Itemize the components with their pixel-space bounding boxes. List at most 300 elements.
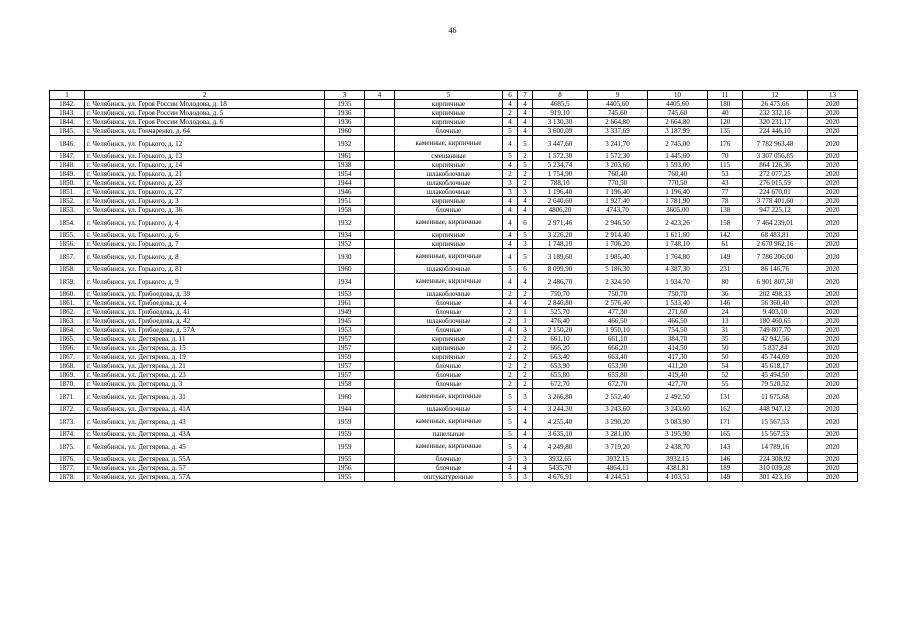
table-row bbox=[50, 308, 858, 317]
cost-cell: 224 308,92 bbox=[743, 455, 808, 464]
address-cell: г. Челябинск, ул. Горького, д. 23 bbox=[85, 179, 325, 188]
row-number-cell: 1843. bbox=[50, 109, 85, 118]
plan-year-cell: 2020 bbox=[808, 215, 858, 231]
plan-year-cell: 2020 bbox=[808, 464, 858, 473]
empty-cell bbox=[365, 473, 395, 482]
row-number-cell: 1848. bbox=[50, 161, 85, 170]
floors-cell: 2 bbox=[503, 317, 518, 326]
total-area-cell: 1 754,90 bbox=[533, 170, 588, 179]
table-row bbox=[50, 100, 858, 109]
total-area-cell: 4 249,80 bbox=[533, 439, 588, 455]
year-cell: 1949 bbox=[325, 308, 365, 317]
address-cell: г. Челябинск, ул. Горького, д. 81 bbox=[85, 265, 325, 274]
entrances-cell: 4 bbox=[518, 299, 533, 308]
floors-cell: 4 bbox=[503, 136, 518, 152]
table-row bbox=[50, 353, 858, 362]
cost-cell: 276 015,59 bbox=[743, 179, 808, 188]
wall-material-cell: блочные bbox=[395, 206, 503, 215]
area-cell: 2 664,80 bbox=[588, 118, 648, 127]
empty-cell bbox=[365, 179, 395, 188]
residents-cell: 50 bbox=[708, 344, 743, 353]
cost-cell: 272 077,25 bbox=[743, 170, 808, 179]
row-number-cell: 1857. bbox=[50, 249, 85, 265]
plan-year-cell: 2020 bbox=[808, 389, 858, 405]
entrances-cell: 3 bbox=[518, 389, 533, 405]
year-cell: 1960 bbox=[325, 127, 365, 136]
area-cell: 2 914,40 bbox=[588, 231, 648, 240]
entrances-cell: 4 bbox=[518, 206, 533, 215]
total-area-cell: 8 099,90 bbox=[533, 265, 588, 274]
plan-year-cell: 2020 bbox=[808, 430, 858, 439]
year-cell: 1953 bbox=[325, 326, 365, 335]
total-area-cell: 3 635,10 bbox=[533, 430, 588, 439]
wall-material-cell: кирпичные bbox=[395, 161, 503, 170]
entrances-cell: 2 bbox=[518, 362, 533, 371]
table-row bbox=[50, 197, 858, 206]
year-cell: 1930 bbox=[325, 249, 365, 265]
address-cell: г. Челябинск, ул. Героя России Молодова, д. 5 bbox=[85, 109, 325, 118]
wall-material-cell: блочные bbox=[395, 362, 503, 371]
floors-cell: 4 bbox=[503, 274, 518, 290]
floors-cell: 5 bbox=[503, 405, 518, 414]
area-cell: 4864,11 bbox=[588, 464, 648, 473]
address-cell: г. Челябинск, ул. Горького, д. 4 bbox=[85, 215, 325, 231]
plan-year-cell: 2020 bbox=[808, 197, 858, 206]
empty-cell bbox=[365, 344, 395, 353]
table-row bbox=[50, 464, 858, 473]
area-cell: 1 985,40 bbox=[588, 249, 648, 265]
residential-area-cell: 4405,60 bbox=[648, 100, 708, 109]
total-area-cell: 3 130,30 bbox=[533, 118, 588, 127]
area-cell: 1 950,10 bbox=[588, 326, 648, 335]
area-cell: 3 290,20 bbox=[588, 414, 648, 430]
total-area-cell: 1 748,10 bbox=[533, 240, 588, 249]
residential-area-cell: 411,20 bbox=[648, 362, 708, 371]
entrances-cell: 2 bbox=[518, 290, 533, 299]
cost-cell: 68 483,81 bbox=[743, 231, 808, 240]
entrances-cell: 2 bbox=[518, 380, 533, 389]
address-cell: г. Челябинск, ул. Горького, д. 3 bbox=[85, 197, 325, 206]
residential-area-cell: 1 445,60 bbox=[648, 152, 708, 161]
residents-cell: 165 bbox=[708, 430, 743, 439]
address-cell: г. Челябинск, ул. Горького, д. 9 bbox=[85, 274, 325, 290]
residents-cell: 31 bbox=[708, 326, 743, 335]
row-number-cell: 1863. bbox=[50, 317, 85, 326]
total-area-cell: 4 676,91 bbox=[533, 473, 588, 482]
empty-cell bbox=[365, 240, 395, 249]
plan-year-cell: 2020 bbox=[808, 326, 858, 335]
residential-area-cell: 1 934,70 bbox=[648, 274, 708, 290]
area-cell: 672,70 bbox=[588, 380, 648, 389]
cost-cell: 864 126,36 bbox=[743, 161, 808, 170]
entrances-cell: 4 bbox=[518, 405, 533, 414]
plan-year-cell: 2020 bbox=[808, 473, 858, 482]
year-cell: 1960 bbox=[325, 265, 365, 274]
plan-year-cell: 2020 bbox=[808, 290, 858, 299]
address-cell: г. Челябинск, ул. Героя России Молодова, д. 18 bbox=[85, 100, 325, 109]
residents-cell: 131 bbox=[708, 389, 743, 405]
residents-cell: 40 bbox=[708, 109, 743, 118]
row-number-cell: 1849. bbox=[50, 170, 85, 179]
year-cell: 1932 bbox=[325, 215, 365, 231]
empty-cell bbox=[365, 109, 395, 118]
area-cell: 745,60 bbox=[588, 109, 648, 118]
row-number-cell: 1842. bbox=[50, 100, 85, 109]
residential-area-cell: 1 533,40 bbox=[648, 299, 708, 308]
wall-material-cell: кирпичные bbox=[395, 240, 503, 249]
residential-area-cell: 3 243,60 bbox=[648, 405, 708, 414]
table-row bbox=[50, 344, 858, 353]
plan-year-cell: 2020 bbox=[808, 265, 858, 274]
total-area-cell: 2 846,80 bbox=[533, 299, 588, 308]
area-cell: 3 203,60 bbox=[588, 161, 648, 170]
row-number-cell: 1865. bbox=[50, 335, 85, 344]
empty-cell bbox=[365, 127, 395, 136]
total-area-cell: 476,40 bbox=[533, 317, 588, 326]
empty-cell bbox=[365, 215, 395, 231]
wall-material-cell: кирпичные bbox=[395, 344, 503, 353]
address-cell: г. Челябинск, ул. Грибоедова, д. 42 bbox=[85, 317, 325, 326]
empty-cell bbox=[365, 170, 395, 179]
cost-cell: 15 567,53 bbox=[743, 414, 808, 430]
address-cell: г. Челябинск, ул. Дегтярева, д. 19 bbox=[85, 353, 325, 362]
row-number-cell: 1874. bbox=[50, 430, 85, 439]
entrances-cell: 4 bbox=[518, 464, 533, 473]
wall-material-cell: шлакоблочные bbox=[395, 170, 503, 179]
cost-cell: 3 778 401,60 bbox=[743, 197, 808, 206]
residential-area-cell: 754,50 bbox=[648, 326, 708, 335]
area-cell: 466,50 bbox=[588, 317, 648, 326]
empty-cell bbox=[365, 290, 395, 299]
residential-area-cell: 4 387,30 bbox=[648, 265, 708, 274]
total-area-cell: 4 255,40 bbox=[533, 414, 588, 430]
column-header: 12 bbox=[743, 91, 808, 100]
year-cell: 1955 bbox=[325, 455, 365, 464]
wall-material-cell: кирпичные bbox=[395, 197, 503, 206]
table-row bbox=[50, 215, 858, 231]
plan-year-cell: 2020 bbox=[808, 152, 858, 161]
year-cell: 1951 bbox=[325, 197, 365, 206]
wall-material-cell: шлакоблочные bbox=[395, 265, 503, 274]
entrances-cell: 2 bbox=[518, 371, 533, 380]
cost-cell: 2 670 962,16 bbox=[743, 240, 808, 249]
address-cell: г. Челябинск, ул. Дегтярева, д. 57А bbox=[85, 473, 325, 482]
row-number-cell: 1878. bbox=[50, 473, 85, 482]
entrances-cell: 3 bbox=[518, 240, 533, 249]
row-number-cell: 1864. bbox=[50, 326, 85, 335]
year-cell: 1961 bbox=[325, 299, 365, 308]
cost-cell: 42 942,56 bbox=[743, 335, 808, 344]
table-row bbox=[50, 326, 858, 335]
floors-cell: 5 bbox=[503, 430, 518, 439]
floors-cell: 4 bbox=[503, 249, 518, 265]
row-number-cell: 1860. bbox=[50, 290, 85, 299]
cost-cell: 310 039,28 bbox=[743, 464, 808, 473]
cost-cell: 14 789,16 bbox=[743, 439, 808, 455]
residential-area-cell: 1 593,00 bbox=[648, 161, 708, 170]
plan-year-cell: 2020 bbox=[808, 188, 858, 197]
plan-year-cell: 2020 bbox=[808, 240, 858, 249]
column-number-row bbox=[50, 91, 858, 100]
column-header: 11 bbox=[708, 91, 743, 100]
entrances-cell: 4 bbox=[518, 100, 533, 109]
floors-cell: 4 bbox=[503, 231, 518, 240]
cost-cell: 86 146,76 bbox=[743, 265, 808, 274]
address-cell: г. Челябинск, ул. Дегтярева, д. 23 bbox=[85, 371, 325, 380]
year-cell: 1957 bbox=[325, 371, 365, 380]
wall-material-cell: блочные bbox=[395, 371, 503, 380]
residential-area-cell: 2 438,70 bbox=[648, 439, 708, 455]
empty-cell bbox=[365, 464, 395, 473]
empty-cell bbox=[365, 371, 395, 380]
plan-year-cell: 2020 bbox=[808, 405, 858, 414]
cost-cell: 45 744,69 bbox=[743, 353, 808, 362]
empty-cell bbox=[365, 362, 395, 371]
empty-cell bbox=[365, 326, 395, 335]
table-row bbox=[50, 317, 858, 326]
residential-area-cell: 3605,00 bbox=[648, 206, 708, 215]
row-number-cell: 1872. bbox=[50, 405, 85, 414]
empty-cell bbox=[365, 152, 395, 161]
table-row bbox=[50, 249, 858, 265]
column-header: 13 bbox=[808, 91, 858, 100]
residents-cell: 149 bbox=[708, 473, 743, 482]
plan-year-cell: 2020 bbox=[808, 308, 858, 317]
floors-cell: 4 bbox=[503, 100, 518, 109]
empty-cell bbox=[365, 405, 395, 414]
floors-cell: 4 bbox=[503, 161, 518, 170]
residents-cell: 146 bbox=[708, 455, 743, 464]
empty-cell bbox=[365, 197, 395, 206]
entrances-cell: 5 bbox=[518, 161, 533, 170]
cost-cell: 15 567,53 bbox=[743, 430, 808, 439]
table-row bbox=[50, 414, 858, 430]
entrances-cell: 3 bbox=[518, 188, 533, 197]
entrances-cell: 4 bbox=[518, 439, 533, 455]
plan-year-cell: 2020 bbox=[808, 362, 858, 371]
year-cell: 1960 bbox=[325, 389, 365, 405]
entrances-cell: 4 bbox=[518, 274, 533, 290]
address-cell: г. Челябинск, ул. Горького, д. 12 bbox=[85, 136, 325, 152]
cost-cell: 56 360,40 bbox=[743, 299, 808, 308]
total-area-cell: 3 600,09 bbox=[533, 127, 588, 136]
row-number-cell: 1869. bbox=[50, 371, 85, 380]
total-area-cell: 3 447,60 bbox=[533, 136, 588, 152]
row-number-cell: 1858. bbox=[50, 265, 85, 274]
address-cell: г. Челябинск, ул. Дегтярева, д. 3 bbox=[85, 380, 325, 389]
cost-cell: 45 494,50 bbox=[743, 371, 808, 380]
table-row bbox=[50, 265, 858, 274]
entrances-cell: 1 bbox=[518, 317, 533, 326]
row-number-cell: 1859. bbox=[50, 274, 85, 290]
residential-area-cell: 419,40 bbox=[648, 371, 708, 380]
row-number-cell: 1851. bbox=[50, 188, 85, 197]
wall-material-cell: каменные, кирпичные bbox=[395, 215, 503, 231]
address-cell: г. Челябинск, ул. Горького, д. 36 bbox=[85, 206, 325, 215]
entrances-cell: 3 bbox=[518, 455, 533, 464]
table-row bbox=[50, 170, 858, 179]
year-cell: 1957 bbox=[325, 362, 365, 371]
row-number-cell: 1862. bbox=[50, 308, 85, 317]
residents-cell: 115 bbox=[708, 161, 743, 170]
plan-year-cell: 2020 bbox=[808, 371, 858, 380]
address-cell: г. Челябинск, ул. Горького, д. 8 bbox=[85, 249, 325, 265]
address-cell: г. Челябинск, ул. Дегтярева, д. 31 bbox=[85, 389, 325, 405]
total-area-cell: 661,10 bbox=[533, 335, 588, 344]
cost-cell: 5 837,84 bbox=[743, 344, 808, 353]
cost-cell: 7 786 206,00 bbox=[743, 249, 808, 265]
housing-registry-table bbox=[49, 90, 858, 482]
total-area-cell: 5 234,74 bbox=[533, 161, 588, 170]
column-header: 5 bbox=[395, 91, 503, 100]
cost-cell: 6 901 807,50 bbox=[743, 274, 808, 290]
total-area-cell: 2 486,70 bbox=[533, 274, 588, 290]
table-row bbox=[50, 188, 858, 197]
plan-year-cell: 2020 bbox=[808, 455, 858, 464]
empty-cell bbox=[365, 136, 395, 152]
year-cell: 1958 bbox=[325, 380, 365, 389]
residential-area-cell: 427,70 bbox=[648, 380, 708, 389]
floors-cell: 2 bbox=[503, 109, 518, 118]
row-number-cell: 1844. bbox=[50, 118, 85, 127]
residents-cell: 53 bbox=[708, 170, 743, 179]
floors-cell: 5 bbox=[503, 473, 518, 482]
total-area-cell: 3932,65 bbox=[533, 455, 588, 464]
cost-cell: 3 307 056,85 bbox=[743, 152, 808, 161]
address-cell: г. Челябинск, ул. Дегтярева, д. 41А bbox=[85, 405, 325, 414]
wall-material-cell: кирпичные bbox=[395, 353, 503, 362]
cost-cell: 224 670,01 bbox=[743, 188, 808, 197]
address-cell: г. Челябинск, ул. Дегтярева, д. 55А bbox=[85, 455, 325, 464]
cost-cell: 224 446,10 bbox=[743, 127, 808, 136]
table-row bbox=[50, 455, 858, 464]
year-cell: 1957 bbox=[325, 344, 365, 353]
address-cell: г. Челябинск, ул. Дегтярева, д. 43 bbox=[85, 414, 325, 430]
total-area-cell: 3 189,60 bbox=[533, 249, 588, 265]
wall-material-cell: шлакоблочные bbox=[395, 290, 503, 299]
plan-year-cell: 2020 bbox=[808, 179, 858, 188]
area-cell: 760,40 bbox=[588, 170, 648, 179]
table-row bbox=[50, 127, 858, 136]
total-area-cell: 3 244,30 bbox=[533, 405, 588, 414]
plan-year-cell: 2020 bbox=[808, 206, 858, 215]
area-cell: 2 324,50 bbox=[588, 274, 648, 290]
table-row bbox=[50, 405, 858, 414]
area-cell: 4743,70 bbox=[588, 206, 648, 215]
wall-material-cell: каменные, кирпичные bbox=[395, 414, 503, 430]
residents-cell: 176 bbox=[708, 136, 743, 152]
year-cell: 1945 bbox=[325, 317, 365, 326]
empty-cell bbox=[365, 188, 395, 197]
year-cell: 1954 bbox=[325, 170, 365, 179]
residential-area-cell: 770,50 bbox=[648, 179, 708, 188]
floors-cell: 2 bbox=[503, 335, 518, 344]
page-number: 46 bbox=[448, 26, 457, 35]
residential-area-cell: 3 187,99 bbox=[648, 127, 708, 136]
residential-area-cell: 745,60 bbox=[648, 109, 708, 118]
cost-cell: 26 475,66 bbox=[743, 100, 808, 109]
residents-cell: 162 bbox=[708, 405, 743, 414]
total-area-cell: 4806,20 bbox=[533, 206, 588, 215]
plan-year-cell: 2020 bbox=[808, 439, 858, 455]
total-area-cell: 663,40 bbox=[533, 353, 588, 362]
residents-cell: 24 bbox=[708, 308, 743, 317]
floors-cell: 5 bbox=[503, 152, 518, 161]
empty-cell bbox=[365, 380, 395, 389]
total-area-cell: 672,70 bbox=[533, 380, 588, 389]
address-cell: г. Челябинск, ул. Дегтярева, д. 43А bbox=[85, 430, 325, 439]
floors-cell: 2 bbox=[503, 353, 518, 362]
table-row bbox=[50, 109, 858, 118]
entrances-cell: 1 bbox=[518, 308, 533, 317]
total-area-cell: 3 266,80 bbox=[533, 389, 588, 405]
address-cell: г. Челябинск, ул. Грибоедова, д. 57А bbox=[85, 326, 325, 335]
residential-area-cell: 4 103,51 bbox=[648, 473, 708, 482]
row-number-cell: 1847. bbox=[50, 152, 85, 161]
entrances-cell: 4 bbox=[518, 118, 533, 127]
cost-cell: 202 498,33 bbox=[743, 290, 808, 299]
wall-material-cell: блочные bbox=[395, 326, 503, 335]
residential-area-cell: 384,70 bbox=[648, 335, 708, 344]
table-row bbox=[50, 362, 858, 371]
total-area-cell: 788,10 bbox=[533, 179, 588, 188]
column-header: 2 bbox=[85, 91, 325, 100]
row-number-cell: 1868. bbox=[50, 362, 85, 371]
floors-cell: 3 bbox=[503, 188, 518, 197]
row-number-cell: 1846. bbox=[50, 136, 85, 152]
row-number-cell: 1855. bbox=[50, 231, 85, 240]
cost-cell: 11 675,68 bbox=[743, 389, 808, 405]
table-row bbox=[50, 136, 858, 152]
row-number-cell: 1861. bbox=[50, 299, 85, 308]
table-row bbox=[50, 118, 858, 127]
area-cell: 2 576,40 bbox=[588, 299, 648, 308]
total-area-cell: 1 196,40 bbox=[533, 188, 588, 197]
floors-cell: 5 bbox=[503, 455, 518, 464]
wall-material-cell: шлакоблочные bbox=[395, 317, 503, 326]
residential-area-cell: 271,60 bbox=[648, 308, 708, 317]
empty-cell bbox=[365, 206, 395, 215]
wall-material-cell: каменные, кирпичные bbox=[395, 389, 503, 405]
empty-cell bbox=[365, 265, 395, 274]
entrances-cell: 3 bbox=[518, 326, 533, 335]
cost-cell: 947 225,12 bbox=[743, 206, 808, 215]
residents-cell: 13 bbox=[708, 317, 743, 326]
wall-material-cell: шлакоблочные bbox=[395, 179, 503, 188]
year-cell: 1961 bbox=[325, 152, 365, 161]
area-cell: 1 927,40 bbox=[588, 197, 648, 206]
table-row bbox=[50, 439, 858, 455]
residential-area-cell: 2 492,50 bbox=[648, 389, 708, 405]
residents-cell: 135 bbox=[708, 127, 743, 136]
address-cell: г. Челябинск, ул. Горького, д. 13 bbox=[85, 152, 325, 161]
empty-cell bbox=[365, 249, 395, 265]
plan-year-cell: 2020 bbox=[808, 118, 858, 127]
cost-cell: 180 460,65 bbox=[743, 317, 808, 326]
residential-area-cell: 3 083,90 bbox=[648, 414, 708, 430]
residents-cell: 70 bbox=[708, 152, 743, 161]
empty-cell bbox=[365, 335, 395, 344]
empty-cell bbox=[365, 100, 395, 109]
row-number-cell: 1854. bbox=[50, 215, 85, 231]
row-number-cell: 1866. bbox=[50, 344, 85, 353]
residential-area-cell: 417,30 bbox=[648, 353, 708, 362]
row-number-cell: 1875. bbox=[50, 439, 85, 455]
wall-material-cell: каменные, кирпичные bbox=[395, 136, 503, 152]
cost-cell: 7 464 239,01 bbox=[743, 215, 808, 231]
area-cell: 4405,60 bbox=[588, 100, 648, 109]
residential-area-cell: 466,50 bbox=[648, 317, 708, 326]
